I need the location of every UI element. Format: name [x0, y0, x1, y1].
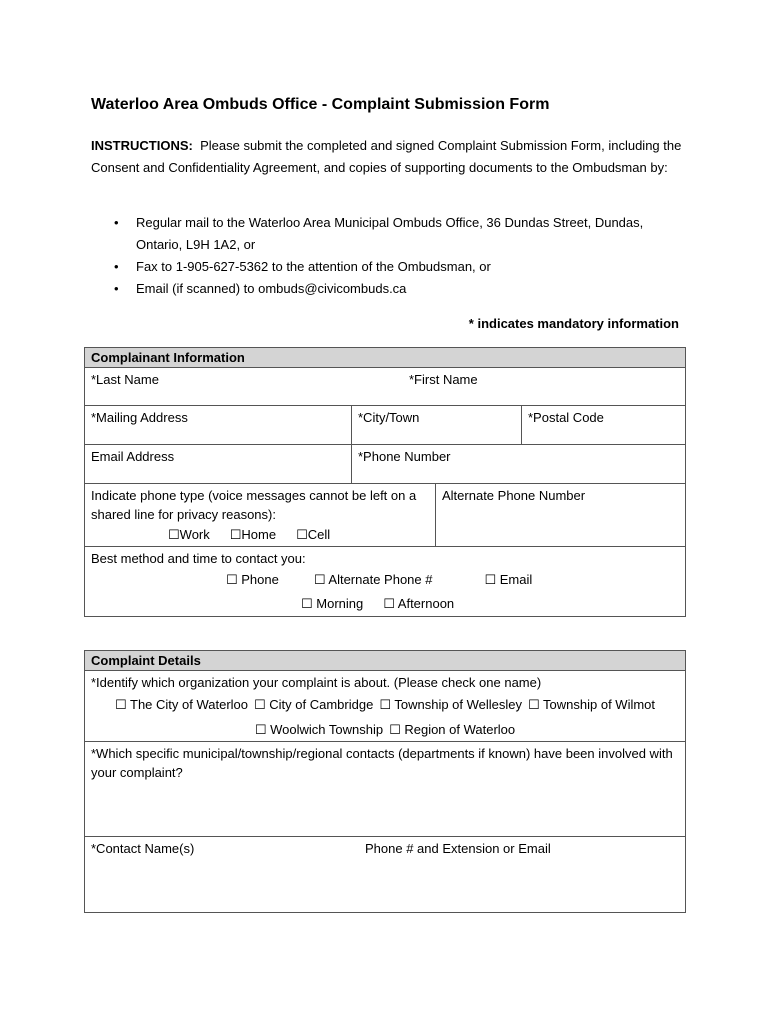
complaint-details-header: Complaint Details — [85, 651, 685, 670]
home-checkbox[interactable]: ☐Home — [229, 527, 277, 542]
page-title: Waterloo Area Ombuds Office - Complaint Submission Form — [91, 96, 550, 113]
email-phone-row — [85, 444, 685, 483]
phone-type-options — [91, 524, 429, 546]
mandatory-note: * indicates mandatory information — [468, 316, 679, 331]
phone-field[interactable]: *Phone Number — [351, 445, 685, 483]
address-row — [85, 405, 685, 444]
township-of-wellesley-checkbox[interactable]: ☐ Township of Wellesley — [379, 697, 523, 712]
contact-names-row — [85, 836, 685, 912]
alternate-phone-field[interactable]: Alternate Phone Number — [435, 484, 685, 546]
region-of-waterloo-checkbox[interactable]: ☐ Region of Waterloo — [389, 722, 516, 737]
woolwich-township-checkbox[interactable]: ☐ Woolwich Township — [254, 722, 384, 737]
instructions-text: Please submit the completed and signed Complaint Submission Form, including the Consent and Confidentiality Agreement, and copies of supporting documents to the Ombudsman by: — [91, 138, 682, 175]
township-of-wilmot-checkbox[interactable]: ☐ Township of Wilmot — [528, 697, 656, 712]
bullet-icon: • — [114, 259, 119, 274]
contact-method-prompt: Best method and time to contact you: — [91, 551, 306, 566]
last-name-field[interactable]: *Last Name — [91, 372, 159, 387]
instructions — [91, 135, 691, 179]
contact-names-field[interactable]: *Contact Name(s) — [91, 841, 195, 856]
city-of-waterloo-checkbox[interactable]: ☐ The City of Waterloo — [114, 697, 249, 712]
alt-phone-method-checkbox[interactable]: ☐ Alternate Phone # — [313, 572, 433, 587]
city-of-cambridge-checkbox[interactable]: ☐ City of Cambridge — [254, 697, 374, 712]
contact-method-options — [91, 568, 679, 591]
cell-checkbox[interactable]: ☐Cell — [296, 527, 331, 542]
contact-method-cell — [85, 547, 685, 616]
mailing-address-field[interactable]: *Mailing Address — [91, 410, 188, 425]
list-item: • Regular mail to the Waterloo Area Municipal Ombuds Office, 36 Dundas Street, Dundas, Ontario, L9H 1A2, or — [91, 212, 691, 256]
bullet-icon: • — [114, 281, 119, 296]
first-name-field[interactable]: *First Name — [409, 372, 478, 387]
name-row — [85, 367, 685, 405]
city-field[interactable]: *City/Town — [351, 406, 521, 444]
afternoon-checkbox[interactable]: ☐ Afternoon — [383, 596, 455, 611]
organization-options-line-1 — [91, 692, 679, 717]
list-item: • Fax to 1-905-627-5362 to the attention of the Ombudsman, or — [91, 256, 691, 278]
phone-type-cell — [85, 484, 435, 546]
email-field[interactable]: Email Address — [91, 449, 175, 464]
contacts-involved-field[interactable]: *Which specific municipal/township/regional contacts (departments if known) have been involved with your complaint? — [91, 746, 673, 780]
complaint-details-table — [84, 650, 686, 913]
phone-method-checkbox[interactable]: ☐ Phone — [226, 572, 279, 587]
organization-cell — [85, 671, 685, 741]
complainant-info-table — [84, 347, 686, 617]
morning-checkbox[interactable]: ☐ Morning — [301, 596, 364, 611]
organization-prompt: *Identify which organization your complaint is about. (Please check one name) — [91, 675, 542, 690]
bullet-icon: • — [114, 215, 119, 230]
list-item: • Email (if scanned) to ombuds@civicombuds.ca — [91, 278, 691, 300]
email-method-checkbox[interactable]: ☐ Email — [484, 572, 533, 587]
instructions-label: INSTRUCTIONS: — [91, 138, 193, 153]
organization-row — [85, 670, 685, 741]
work-checkbox[interactable]: ☐Work — [168, 527, 210, 542]
phone-type-row — [85, 483, 685, 546]
submission-methods-list — [91, 212, 691, 300]
phone-type-prompt: Indicate phone type (voice messages cannot be left on a shared line for privacy reasons): — [91, 488, 417, 522]
complainant-header: Complainant Information — [85, 348, 685, 367]
organization-options-line-2 — [91, 717, 679, 742]
contact-time-options — [91, 591, 679, 616]
contact-method-row — [85, 546, 685, 616]
postal-code-field[interactable]: *Postal Code — [521, 406, 685, 444]
contact-phone-field[interactable]: Phone # and Extension or Email — [365, 841, 551, 856]
contacts-involved-row — [85, 741, 685, 836]
